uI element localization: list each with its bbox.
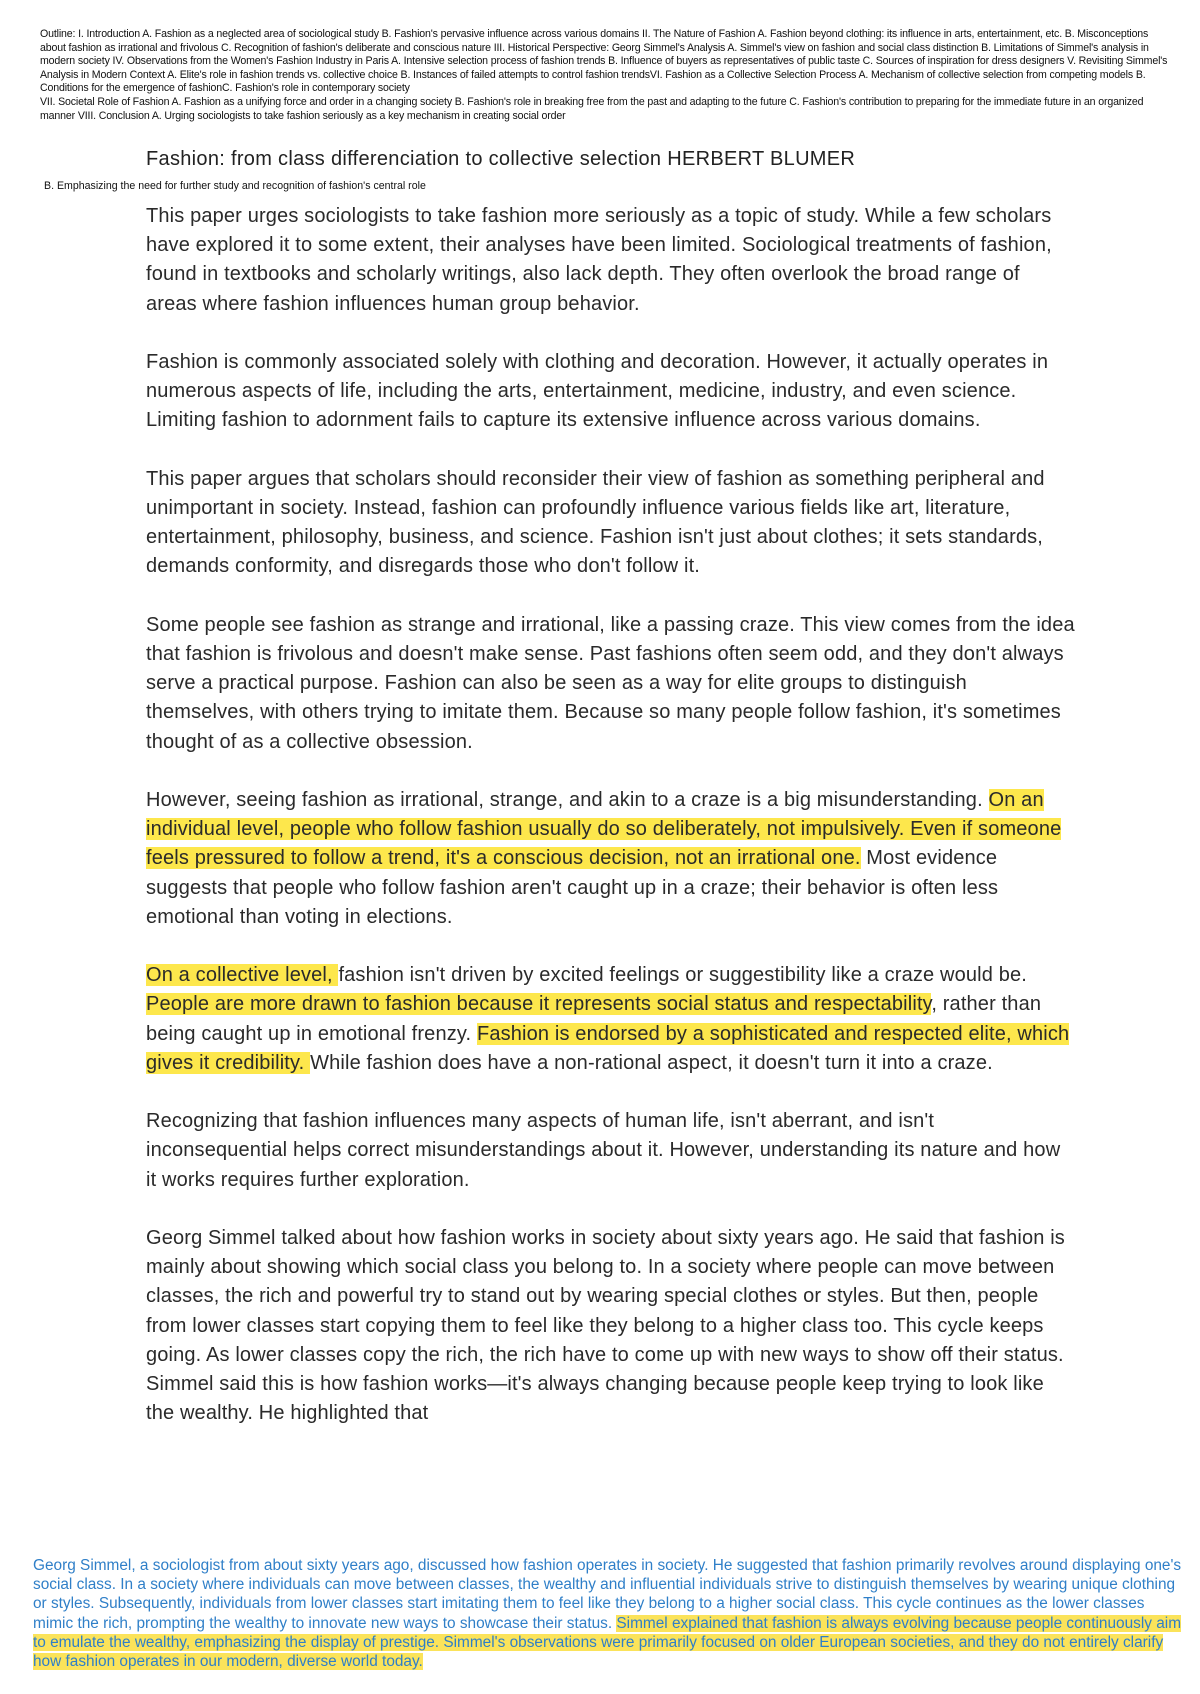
highlight-elite-credibility: Fashion is endorsed by a sophisticated and respected elite, which gives it credibility. — [146, 1022, 1070, 1074]
paragraph-3: This paper argues that scholars should reconsider their view of fashion as something peripheral and unimportant in society. Instead, fashion can profoundly influence various fields like art, literature, entertainment, philosophy, business, and science. Fashion isn't just about clothes; it sets standards, demands conformity, and disregards those who don't follow it. — [146, 467, 1045, 578]
paragraph-5-text-end: Most evidence suggests that people who follow fashion aren't caught up in a craze; their behavior is often less emotional than voting in elections. — [146, 847, 999, 928]
paragraph-2: Fashion is commonly associated solely with clothing and decoration. However, it actually operates in numerous aspects of life, including the arts, entertainment, medicine, industry, and even science. Limiting fashion to adornment fails to capture its extensive influence across various domains. — [146, 351, 1049, 432]
body-text — [146, 202, 1076, 1458]
summary-paragraph — [33, 1556, 1183, 1671]
paragraph-6 — [146, 961, 1076, 1078]
outline-line-2: VII. Societal Role of Fashion A. Fashion as a unifying force and order in a changing society B. Fashion's role in breaking free from the past and adapting to the future C. Fashion's contribution to preparing for the immediate future in an organized manner VIII. Conclusion A. Urging sociologists to take fashion seriously as a key mechanism in creating social order — [40, 95, 1144, 122]
outline-subnote: B. Emphasizing the need for further study and recognition of fashion's central role — [44, 180, 426, 192]
highlight-social-status: People are more drawn to fashion because it represents social status and respectability — [146, 993, 932, 1016]
paragraph-4: Some people see fashion as strange and irrational, like a passing craze. This view comes from the idea that fashion is frivolous and doesn't make sense. Past fashions often seem odd, and they don't always serve a practical purpose. Fashion can also be seen as a way for elite groups to distinguish themselves, with others trying to imitate them. Because so many people follow fashion, it's sometimes thought of as a collective obsession. — [146, 613, 1075, 753]
summary-text: Georg Simmel, a sociologist from about sixty years ago, discussed how fashion operates in society. He suggested that fashion primarily revolves around displaying one's social class. In a society where individuals can move between classes, the wealthy and influential individuals strive to distinguish themselves by wearing unique clothing or styles. Subsequently, individuals from lower classes start imitating them to feel like they belong to a higher social class. This cycle continues as the lower classes mimic the rich, prompting the wealthy to innovate new ways to showcase their status. — [33, 1557, 1182, 1632]
paragraph-7: Recognizing that fashion influences many aspects of human life, isn't aberrant, and isn't inconsequential helps correct misunderstandings about it. However, understanding its nature and how it works requires further exploration. — [146, 1110, 1061, 1191]
paragraph-6-text: fashion isn't driven by excited feelings or suggestibility like a craze would be. — [338, 964, 1027, 987]
paragraph-5-text: However, seeing fashion as irrational, strange, and akin to a craze is a big misunderstanding. — [146, 789, 989, 811]
paragraph-1: This paper urges sociologists to take fashion more seriously as a topic of study. While a few scholars have explored it to some extent, their analyses have been limited. Sociological treatments of fashion, found in textbooks and scholarly writings, also lack depth. They often overlook the broad range of areas where fashion influences human group behavior. — [146, 205, 1052, 315]
outline-line-1: Outline: I. Introduction A. Fashion as a neglected area of sociological study B. Fashion's pervasive influence across various domains II. The Nature of Fashion A. Fashion beyond clothing: its influence in arts, entertainment, etc. B. Misconceptions about fashion as irrational and frivolous C. Recognition of fashion's deliberate and conscious nature III. Historical Perspective: Georg Simmel's Analysis A. Simmel's view on fashion and social class distinction B. Limitations of Simmel's analysis in modern society IV. Observations from the Women's Fashion Industry in Paris A. Intensive selection process of fashion trends B. Influence of buyers as representatives of public taste C. Sources of inspiration for dress designers V. Revisiting Simmel's Analysis in Modern Context A. Elite's role in fashion trends vs. collective choice B. Instances of failed attempts to control fashion trendsVI. Fashion as a Collective Selection Process A. Mechanism of collective selection from competing models B. Conditions for the emergence of fashionC. Fashion's role in contemporary society — [40, 28, 1168, 95]
paragraph-6-text-end: While fashion does have a non-rational aspect, it doesn't turn it into a craze. — [310, 1051, 993, 1074]
paragraph-5 — [146, 786, 1076, 932]
highlight-individual-level: On an individual level, people who follow fashion usually do so deliberately, not impulsively. Even if someone feels pressured to follow a trend, it's a conscious decision, not an irrational one. — [146, 789, 1062, 870]
outline-block — [40, 28, 1170, 123]
highlight-collective-level: On a collective level, — [146, 964, 339, 987]
highlight-simmel-summary: Simmel explained that fashion is always evolving because people continuously aim to emulate the wealthy, emphasizing the display of prestige. Simmel's observations were primarily focused on older European societies, and they do not entirely clarify how fashion operates in our modern, diverse world today. — [33, 1614, 1182, 1671]
paragraph-8: Georg Simmel talked about how fashion works in society about sixty years ago. He said that fashion is mainly about showing which social class you belong to. In a society where people can move between classes, the rich and powerful try to stand out by wearing special clothes or styles. But then, people from lower classes start copying them to feel like they belong to a higher class too. This cycle keeps going. As lower classes copy the rich, the rich have to come up with new ways to show off their status. Simmel said this is how fashion works—it's always changing because people keep trying to look like the wealthy. He highlighted that — [146, 1227, 1065, 1425]
document-title: Fashion: from class differenciation to collective selection HERBERT BLUMER — [146, 148, 856, 170]
rewritten-summary — [33, 1556, 1183, 1671]
paragraph-6-text-mid: , rather than being caught up in emotional frenzy. — [146, 993, 1042, 1045]
